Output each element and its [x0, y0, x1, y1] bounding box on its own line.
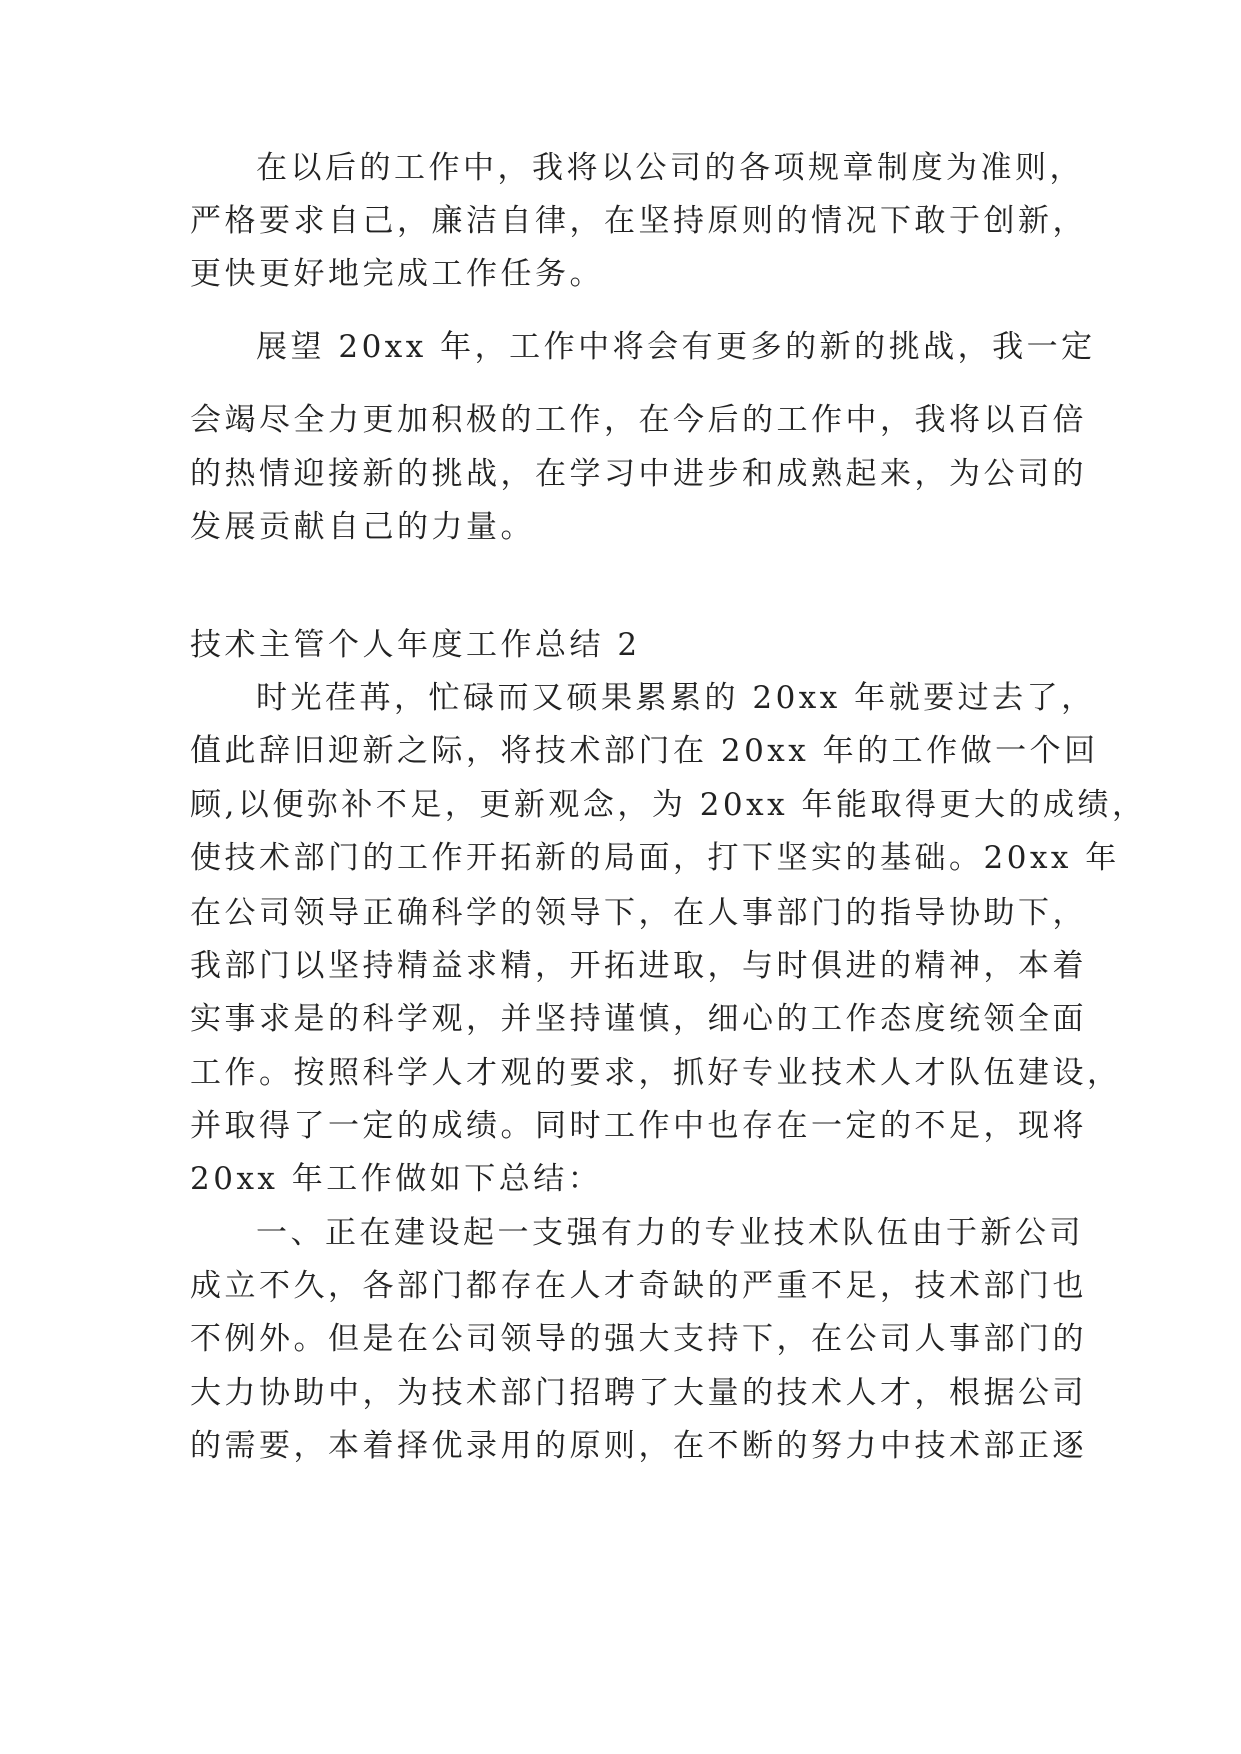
paragraph-3-line-9: 并取得了一定的成绩。同时工作中也存在一定的不足，现将	[190, 1108, 1087, 1144]
paragraph-4-line-2: 成立不久，各部门都存在人才奇缺的严重不足，技术部门也	[190, 1268, 1087, 1304]
paragraph-3-line-7: 实事求是的科学观，并坚持谨慎，细心的工作态度统领全面	[190, 1001, 1087, 1037]
paragraph-3-line-1: 时光荏苒，忙碌而又硕果累累的 20xx 年就要过去了，	[256, 680, 1096, 716]
section-title: 技术主管个人年度工作总结 2	[190, 627, 641, 663]
paragraph-3-line-5: 在公司领导正确科学的领导下，在人事部门的指导协助下，	[190, 895, 1087, 931]
paragraph-3-line-2: 值此辞旧迎新之际，将技术部门在 20xx 年的工作做一个回	[190, 733, 1099, 769]
paragraph-3-line-4: 使技术部门的工作开拓新的局面，打下坚实的基础。20xx 年	[190, 840, 1120, 876]
paragraph-1-line-2: 严格要求自己，廉洁自律，在坚持原则的情况下敢于创新，	[190, 203, 1087, 239]
paragraph-4-line-4: 大力协助中，为技术部门招聘了大量的技术人才，根据公司	[190, 1375, 1087, 1411]
paragraph-2-line-1: 展望 20xx 年，工作中将会有更多的新的挑战，我一定	[256, 329, 1096, 365]
paragraph-3-line-8: 工作。按照科学人才观的要求，抓好专业技术人才队伍建设，	[190, 1055, 1122, 1091]
paragraph-2-line-3: 的热情迎接新的挑战，在学习中进步和成熟起来，为公司的	[190, 456, 1087, 492]
paragraph-2-line-2: 会竭尽全力更加积极的工作，在今后的工作中，我将以百倍	[190, 402, 1087, 438]
paragraph-4-line-3: 不例外。但是在公司领导的强大支持下，在公司人事部门的	[190, 1321, 1087, 1357]
paragraph-1-line-3: 更快更好地完成工作任务。	[190, 256, 604, 292]
paragraph-4-line-1: 一、正在建设起一支强有力的专业技术队伍由于新公司	[256, 1215, 1084, 1251]
paragraph-3-line-6: 我部门以坚持精益求精，开拓进取，与时俱进的精神，本着	[190, 948, 1087, 984]
paragraph-3-line-10: 20xx 年工作做如下总结：	[190, 1161, 603, 1197]
paragraph-1-line-1: 在以后的工作中，我将以公司的各项规章制度为准则，	[256, 150, 1084, 186]
paragraph-4-line-5: 的需要，本着择优录用的原则，在不断的努力中技术部正逐	[190, 1428, 1087, 1464]
paragraph-2-line-4: 发展贡献自己的力量。	[190, 509, 535, 545]
paragraph-3-line-3: 顾,以便弥补不足，更新观念，为 20xx 年能取得更大的成绩，	[190, 787, 1147, 823]
